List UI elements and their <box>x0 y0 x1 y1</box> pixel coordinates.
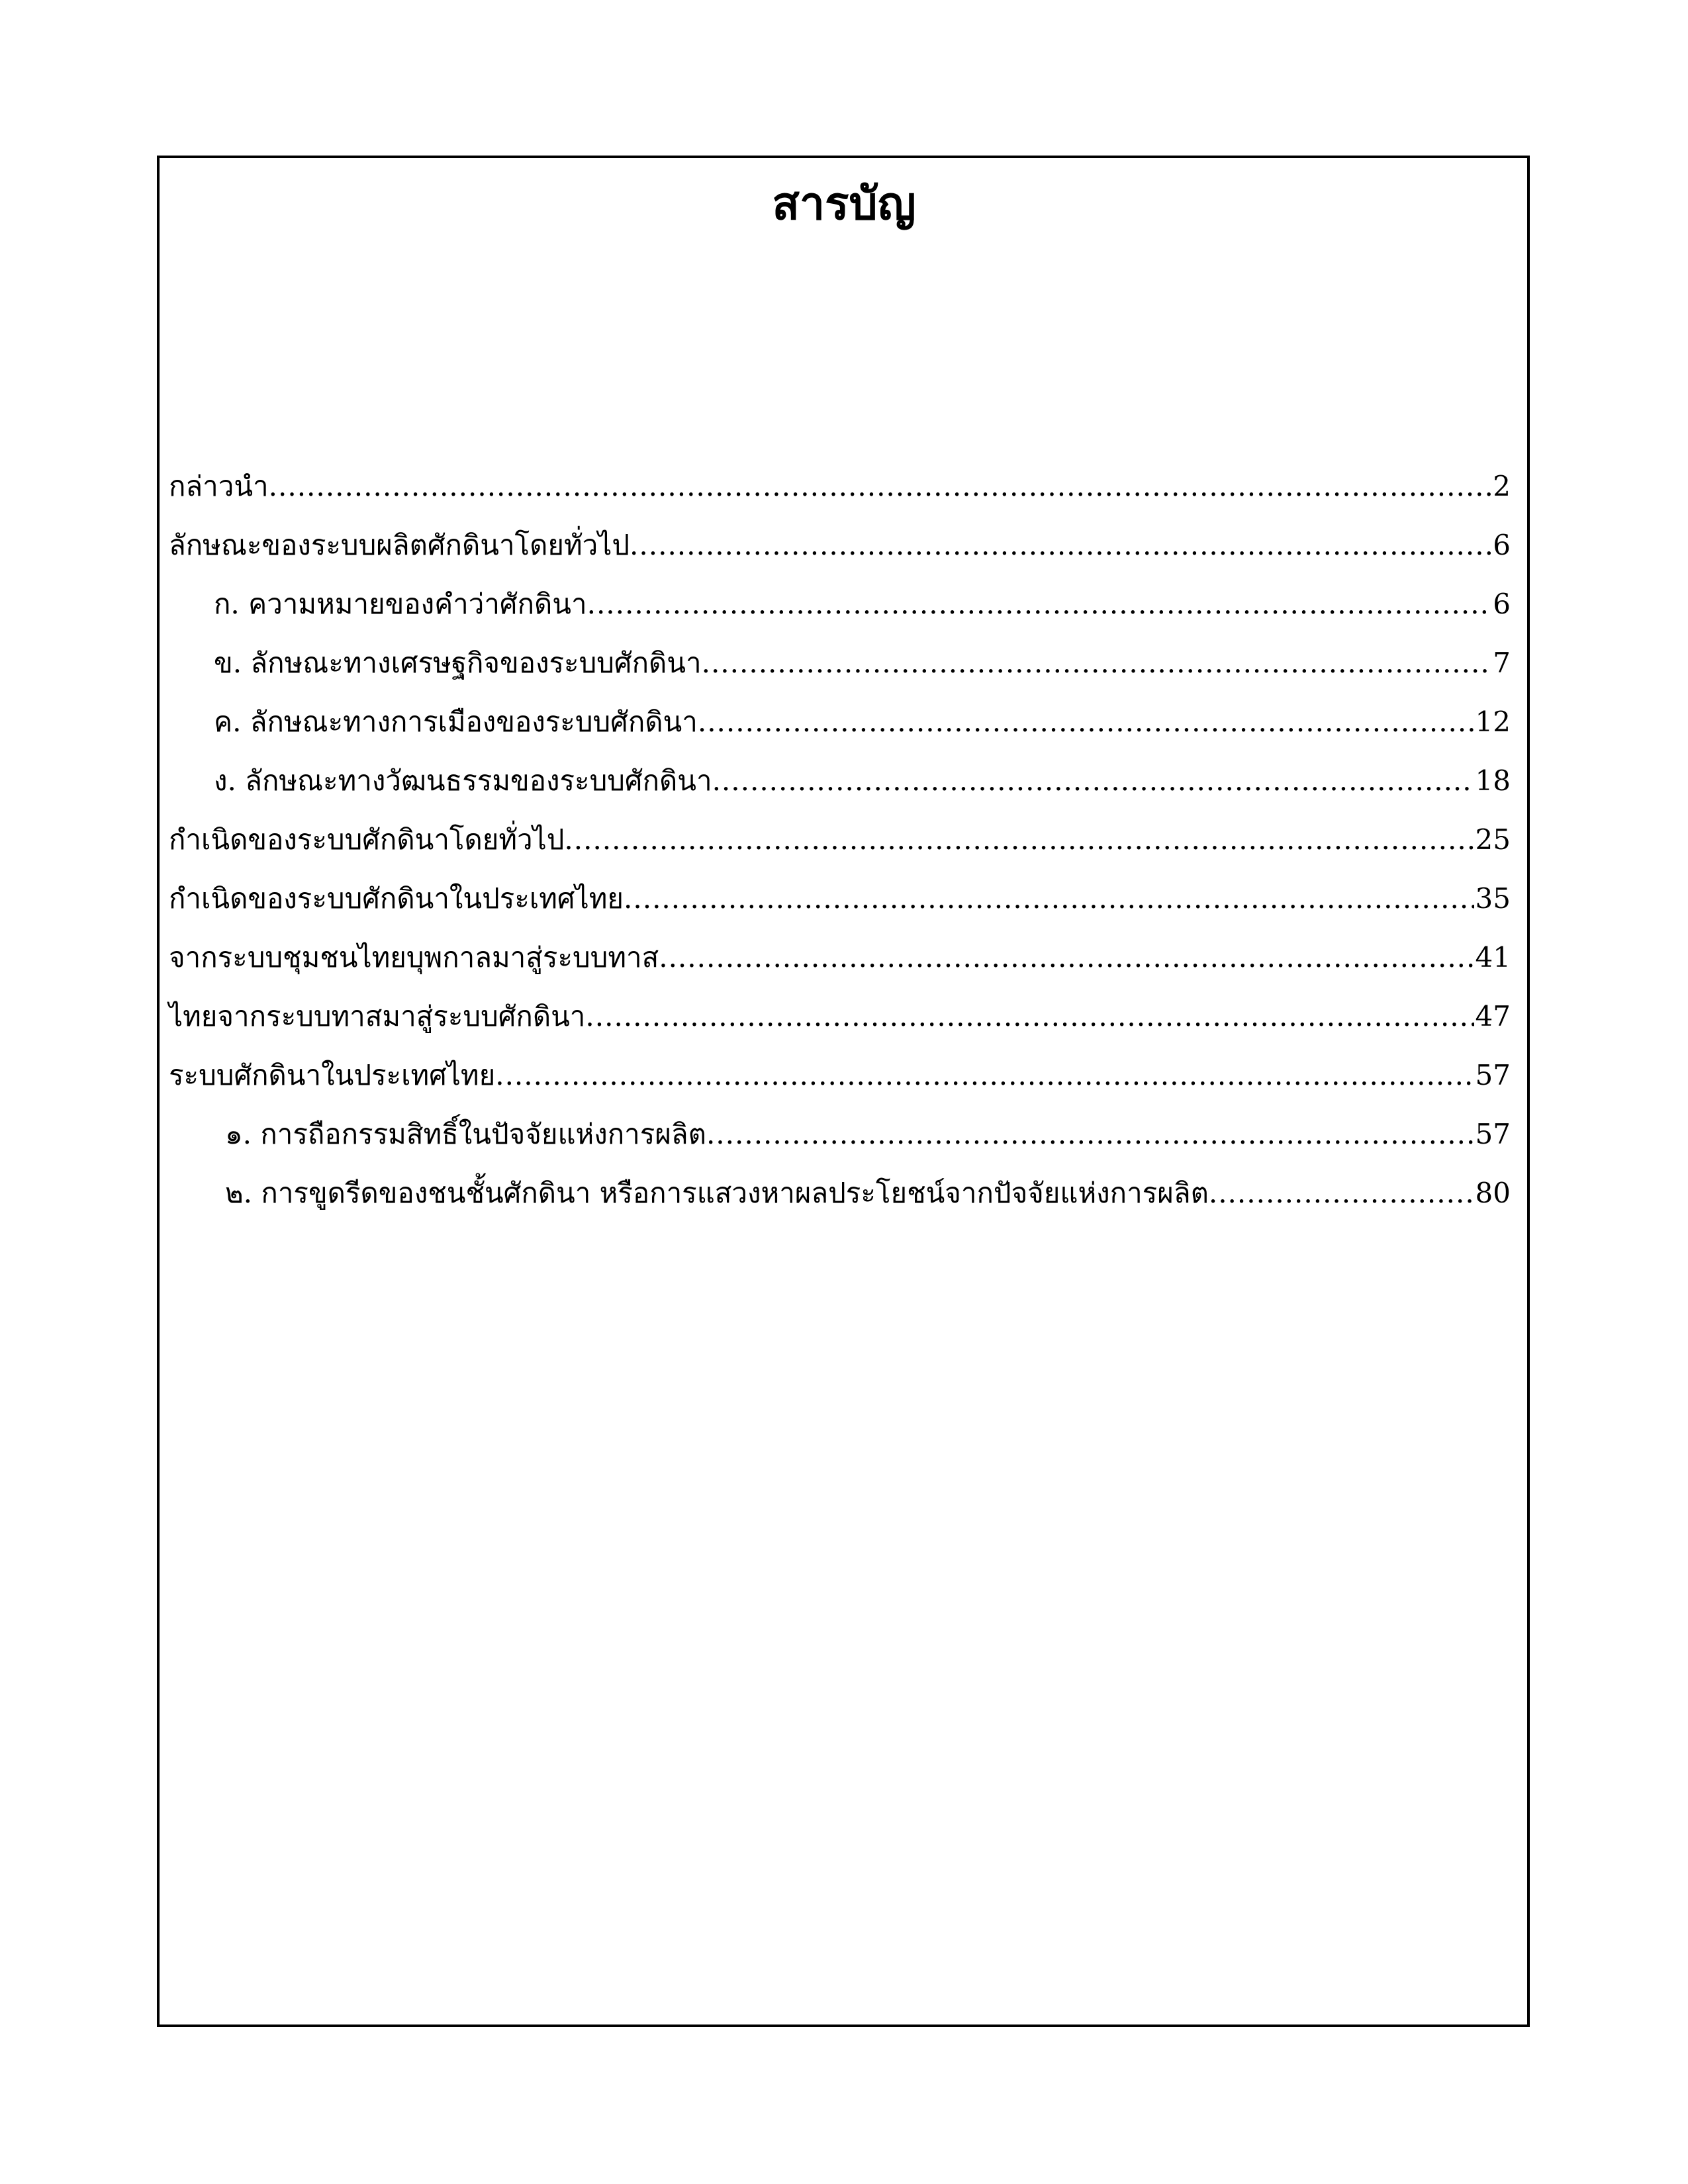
toc-entry-page: 7 <box>1493 647 1511 679</box>
toc-entry[interactable] <box>169 869 1511 928</box>
toc-entry[interactable] <box>169 987 1511 1046</box>
toc-dot-leader <box>624 869 1474 928</box>
toc-entry-page: 18 <box>1475 764 1511 797</box>
page-title: สารบัญ <box>772 177 916 230</box>
toc-entry[interactable] <box>169 516 1511 574</box>
toc-dot-leader <box>495 1046 1474 1105</box>
toc-entry-page: 47 <box>1475 1000 1511 1032</box>
toc-subentry[interactable] <box>169 1163 1511 1222</box>
toc-entry-label: ง. ลักษณะทางวัฒนธรรมของระบบศักดินา <box>214 764 712 797</box>
toc-dot-leader <box>706 1105 1474 1163</box>
toc-entry-page: 35 <box>1475 882 1511 915</box>
toc-dot-leader <box>587 574 1492 633</box>
toc-subentry[interactable] <box>169 1105 1511 1163</box>
toc-entry-label: ลักษณะของระบบผลิตศักดินาโดยทั่วไป <box>169 529 630 561</box>
toc-entry-page: 57 <box>1475 1118 1511 1150</box>
toc-entry-label: ข. ลักษณะทางเศรษฐกิจของระบบศักดินา <box>214 647 702 679</box>
toc-entry-page: 6 <box>1493 529 1511 561</box>
toc-subentry[interactable] <box>169 692 1511 751</box>
toc-entry-label: ระบบศักดินาในประเทศไทย <box>169 1059 496 1091</box>
toc-entry-label: ไทยจากระบบทาสมาสู่ระบบศักดินา <box>169 1000 586 1032</box>
toc-entry[interactable] <box>169 457 1511 516</box>
toc-subentry[interactable] <box>169 574 1511 633</box>
toc-entry-page: 25 <box>1475 823 1511 856</box>
toc-dot-leader <box>659 928 1474 987</box>
toc-entry-label: กำเนิดของระบบศักดินาในประเทศไทย <box>169 882 624 915</box>
toc-entry-label: กล่าวนำ <box>169 470 269 502</box>
toc-subentry[interactable] <box>169 751 1511 810</box>
toc-entry-label: ๒. การขูดรีดของชนชั้นศักดินา หรือการแสวงหาผลประโยชน์จากปัจจัยแห่งการผลิต <box>225 1177 1209 1209</box>
toc-dot-leader <box>712 751 1474 810</box>
table-of-contents <box>169 457 1511 1222</box>
toc-entry-label: ๑. การถือกรรมสิทธิ์ในปัจจัยแห่งการผลิต <box>225 1118 706 1150</box>
toc-entry-label: จากระบบชุมชนไทยบุพกาลมาสู่ระบบทาส <box>169 941 659 974</box>
toc-entry-page: 2 <box>1493 470 1511 502</box>
toc-dot-leader <box>630 516 1491 574</box>
toc-dot-leader <box>269 457 1492 516</box>
toc-dot-leader <box>1209 1163 1474 1222</box>
toc-entry-page: 57 <box>1475 1059 1511 1091</box>
toc-entry[interactable] <box>169 928 1511 987</box>
toc-subentry[interactable] <box>169 633 1511 692</box>
toc-entry-label: กำเนิดของระบบศักดินาโดยทั่วไป <box>169 823 565 856</box>
toc-dot-leader <box>702 633 1492 692</box>
toc-dot-leader <box>564 810 1474 869</box>
toc-entry-page: 6 <box>1493 588 1511 620</box>
toc-entry-page: 80 <box>1475 1177 1511 1209</box>
toc-entry[interactable] <box>169 810 1511 869</box>
toc-entry-page: 12 <box>1475 705 1511 738</box>
toc-dot-leader <box>585 987 1474 1046</box>
toc-entry-label: ก. ความหมายของคำว่าศักดินา <box>214 588 587 620</box>
toc-entry-page: 41 <box>1475 941 1511 974</box>
toc-entry-label: ค. ลักษณะทางการเมืองของระบบศักดินา <box>214 705 698 738</box>
toc-dot-leader <box>698 692 1474 751</box>
toc-entry[interactable] <box>169 1046 1511 1105</box>
